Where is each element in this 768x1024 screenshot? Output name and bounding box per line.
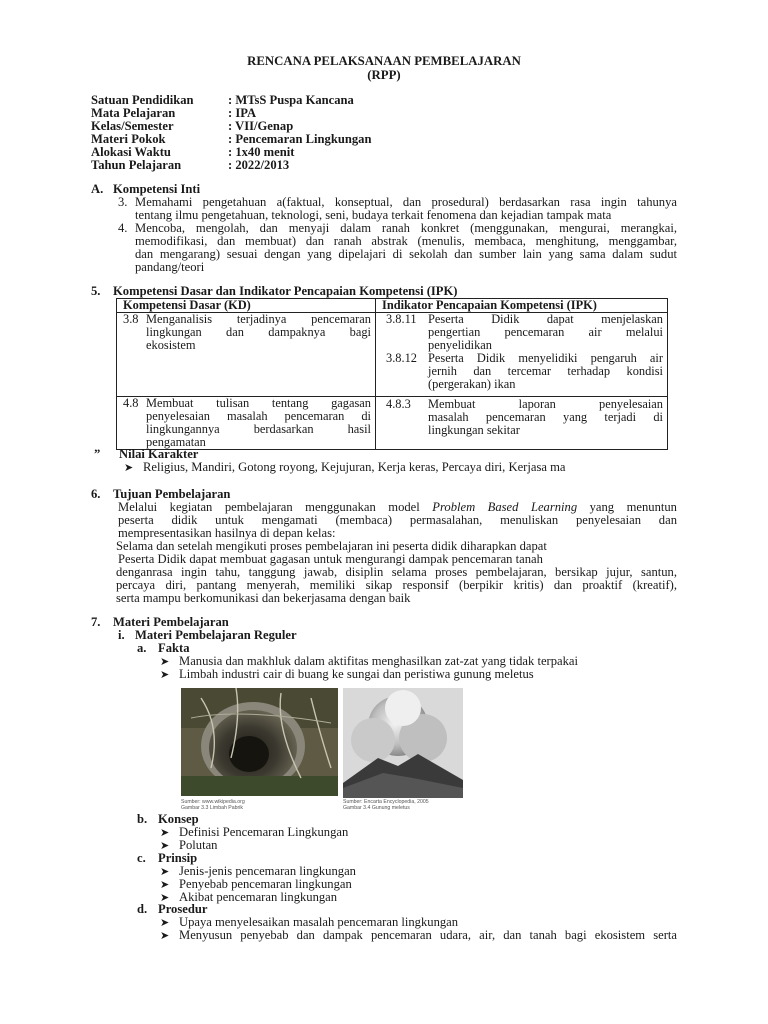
ipk-cell <box>376 313 668 397</box>
kd-number: 4.8 <box>123 396 139 410</box>
ki-text-line: memodifikasi, dan membuat) dan ranah abstrak (menulis, membaca, menghitung, menggambar, <box>135 234 677 248</box>
arrowhead-bullet-icon: ➤ <box>160 929 170 942</box>
subsection-marker: i. <box>118 628 125 642</box>
tujuan-line: Selama dan setelah mengikuti proses pembelajaran ini peserta didik diharapkan dapat <box>116 539 547 553</box>
ipk-text-line: Peserta Didik dapat menjelaskan <box>428 312 663 326</box>
ipk-text-line: jernih dan tercemar terhadap kondisi <box>428 364 663 378</box>
identity-label: Tahun Pelajaran <box>91 158 182 172</box>
arrowhead-bullet-icon: ➤ <box>160 826 170 839</box>
prosedur-item: Upaya menyelesaikan masalah pencemaran lingkungan <box>179 915 459 929</box>
konsep-item: Polutan <box>179 838 218 852</box>
ipk-text-line: pengertian pencemaran air melalui <box>428 325 663 339</box>
ipk-number: 4.8.3 <box>386 397 411 411</box>
ki-number: 4. <box>118 221 128 235</box>
document-subtitle: (RPP) <box>367 68 401 82</box>
ki-number: 3. <box>118 195 128 209</box>
image-caption-source: Sumber: Encarta Encyclopedia, 2005 <box>343 799 429 805</box>
ipk-text-line: masalah pencemaran yang terjadi di <box>428 410 663 424</box>
ki-text-line: Mencoba, mengolah, dan menyaji dalam ranah konkret (menggunakan, mengurai, merangkai, <box>135 221 677 235</box>
nilai-karakter-heading: Nilai Karakter <box>119 447 199 461</box>
model-name: Problem Based Learning <box>432 500 578 514</box>
nilai-karakter-text: Religius, Mandiri, Gotong royong, Kejujuran, Kerja keras, Percaya diri, Kerjasa ma <box>143 460 566 474</box>
table-header-row <box>117 299 668 313</box>
arrowhead-bullet-icon: ➤ <box>160 839 170 852</box>
ipk-text-line: Peserta Didik menyelidiki pengaruh air <box>428 351 663 365</box>
ki-text-line: dan mengarang) sesuai dengan yang dipelajari di sekolah dan sumber lain yang sama dalam sudut <box>135 247 677 261</box>
tujuan-line: peserta didik untuk mengamati (membaca) permasalahan, menuliskan penyelesaian dan <box>118 513 677 527</box>
arrowhead-bullet-icon: ➤ <box>160 916 170 929</box>
arrowhead-bullet-icon: ➤ <box>124 461 134 474</box>
image-caption-source: Sumber: www.wikipedia.org <box>181 799 245 805</box>
nilai-karakter-marker: ” <box>94 447 101 461</box>
kd-text-line: pengamatan <box>146 435 206 449</box>
identity-label: Kelas/Semester <box>91 119 174 133</box>
table-header-ipk: Indikator Pencapaian Kompetensi (IPK) <box>376 299 668 313</box>
identity-label: Alokasi Waktu <box>91 145 171 159</box>
table-row <box>117 313 668 397</box>
identity-label: Satuan Pendidikan <box>91 93 194 107</box>
tujuan-line: denganrasa ingin tahu, tanggung jawab, disiplin selama proses pembelajaran, bersikap jujur, santun, <box>116 565 677 579</box>
section-a-heading: Kompetensi Inti <box>113 182 201 196</box>
identity-value: : Pencemaran Lingkungan <box>228 132 372 146</box>
kd-text-line: penyelesaian masalah pencemaran di <box>146 409 371 423</box>
arrowhead-bullet-icon: ➤ <box>160 668 170 681</box>
prinsip-heading: Prinsip <box>158 851 198 865</box>
identity-value: : VII/Genap <box>228 119 294 133</box>
identity-value: : 1x40 menit <box>228 145 295 159</box>
section-a-marker: A. <box>91 182 104 196</box>
identity-value: : MTsS Puspa Kancana <box>228 93 354 107</box>
arrowhead-bullet-icon: ➤ <box>160 891 170 904</box>
tujuan-line: serta mampu berkomunikasi dan bekerjasama dengan baik <box>116 591 411 605</box>
ki-text-line: Memahami pengetahuan a(faktual, konseptual, dan prosedural) berdasarkan rasa ingin tahunya <box>135 195 677 209</box>
fakta-item: Limbah industri cair di buang ke sungai dan peristiwa gunung meletus <box>179 667 534 681</box>
ipk-number: 3.8.11 <box>386 312 417 326</box>
arrowhead-bullet-icon: ➤ <box>160 865 170 878</box>
fakta-item: Manusia dan makhluk dalam aktifitas menghasilkan zat-zat yang tidak terpakai <box>179 654 579 668</box>
identity-label: Materi Pokok <box>91 132 166 146</box>
tujuan-line: mempresentasikan hasilnya di depan kelas: <box>118 526 336 540</box>
fakta-heading: Fakta <box>158 641 190 655</box>
prosedur-heading: Prosedur <box>158 902 208 916</box>
prosedur-item: Menyusun penyebab dan dampak pencemaran udara, air, dan tanah bagi ekosistem serta <box>179 928 677 942</box>
kd-text-line: Membuat tulisan tentang gagasan <box>146 396 371 410</box>
identity-label: Mata Pelajaran <box>91 106 176 120</box>
konsep-heading: Konsep <box>158 812 199 826</box>
section-5-heading: Kompetensi Dasar dan Indikator Pencapaian Kompetensi (IPK) <box>113 284 458 298</box>
identity-value: : 2022/2013 <box>228 158 290 172</box>
kd-text-line: Menganalisis terjadinya pencemaran <box>146 312 371 326</box>
document-title: RENCANA PELAKSANAAN PEMBELAJARAN <box>247 54 521 68</box>
kd-text-line: lingkungan dan dampaknya bagi <box>146 325 371 339</box>
ipk-text-line: Membuat laporan penyelesaian <box>428 397 663 411</box>
tujuan-line: Peserta Didik dapat membuat gagasan untuk mengurangi dampak pencemaran tanah <box>118 552 543 566</box>
section-5-marker: 5. <box>91 284 101 298</box>
section-7-marker: 7. <box>91 615 101 629</box>
ki-text-line: tentang ilmu pengetahuan, teknologi, seni, budaya terkait fenomena dan kejadian tampak mata <box>135 208 612 222</box>
kd-ipk-table <box>116 298 668 450</box>
kd-number: 3.8 <box>123 312 139 326</box>
kd-cell <box>117 397 376 450</box>
tujuan-line-pre: Melalui kegiatan pembelajaran menggunakan model <box>118 500 433 514</box>
section-6-marker: 6. <box>91 487 101 501</box>
subsection-heading: Materi Pembelajaran Reguler <box>135 628 297 642</box>
identity-value: : IPA <box>228 106 257 120</box>
arrowhead-bullet-icon: ➤ <box>160 655 170 668</box>
image-caption-title: Gambar 3.3 Limbah Pabrik <box>181 805 243 811</box>
section-6-heading: Tujuan Pembelajaran <box>113 487 231 501</box>
prinsip-item: Penyebab pencemaran lingkungan <box>179 877 352 891</box>
konsep-marker: b. <box>137 812 148 826</box>
ki-text-line: pandang/teori <box>135 260 205 274</box>
ipk-text-line: penyelidikan <box>428 338 492 352</box>
kd-cell <box>117 313 376 397</box>
ipk-text-line: lingkungan sekitar <box>428 423 520 437</box>
table-row <box>117 397 668 450</box>
prinsip-marker: c. <box>137 851 146 865</box>
tujuan-line-post: yang menuntun <box>577 500 677 514</box>
factory-waste-pipe-photo <box>181 688 338 796</box>
ipk-cell <box>376 397 668 450</box>
section-7-heading: Materi Pembelajaran <box>113 615 229 629</box>
volcano-eruption-photo <box>343 688 463 798</box>
prosedur-marker: d. <box>137 902 148 916</box>
kd-text-line: lingkungannya berdasarkan hasil <box>146 422 371 436</box>
ipk-number: 3.8.12 <box>386 351 417 365</box>
ipk-text-line: (pergerakan) ikan <box>428 377 516 391</box>
arrowhead-bullet-icon: ➤ <box>160 878 170 891</box>
prinsip-item: Jenis-jenis pencemaran lingkungan <box>179 864 356 878</box>
image-caption-title: Gambar 3.4 Gunung meletus <box>343 805 410 811</box>
tujuan-line: percaya diri, pantang menyerah, memiliki sikap responsif (berpikir kritis) dan proaktif (kreatif), <box>116 578 677 592</box>
prinsip-item: Akibat pencemaran lingkungan <box>179 890 338 904</box>
konsep-item: Definisi Pencemaran Lingkungan <box>179 825 349 839</box>
kd-text-line: ekosistem <box>146 338 196 352</box>
fakta-marker: a. <box>137 641 147 655</box>
table-header-kd: Kompetensi Dasar (KD) <box>117 299 376 313</box>
